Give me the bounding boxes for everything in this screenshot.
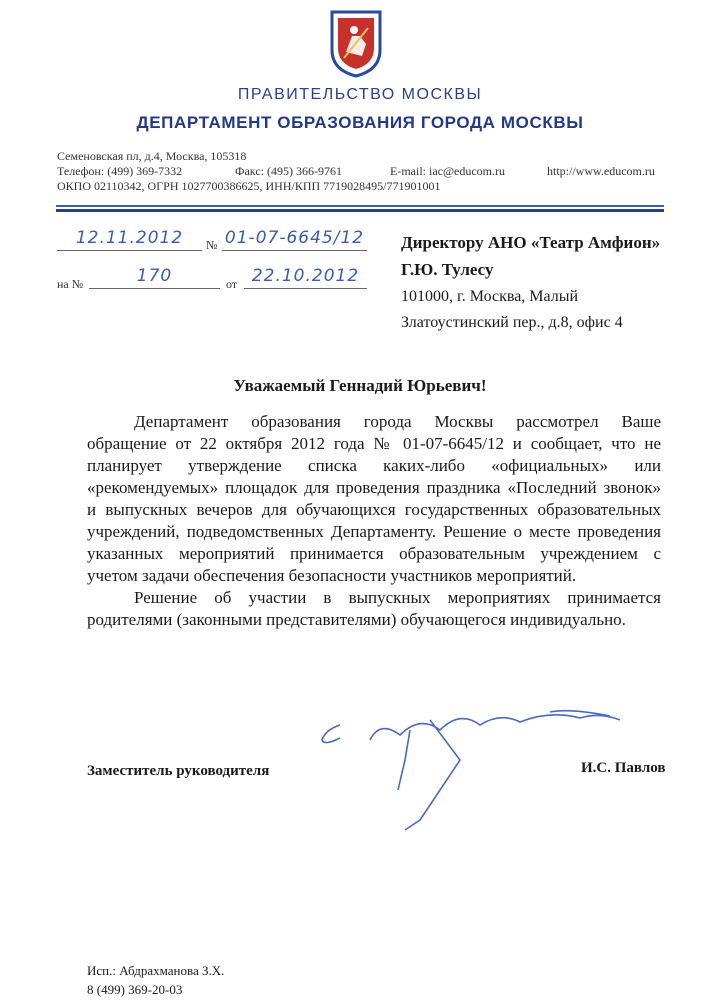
department-address: Семеновская пл, д.4, Москва, 105318 xyxy=(57,149,247,163)
recipient-name: Г.Ю. Тулесу xyxy=(401,260,494,279)
body-line: учреждений, подведомственных Департаменту. Решение о месте проведения xyxy=(87,522,661,541)
department-phone: Телефон: (499) 369-7332 xyxy=(57,164,183,178)
recipient-address-2: Златоустинский пер., д.8, офис 4 xyxy=(401,314,623,331)
body-line: «рекомендуемых» площадок для проведения праздника «Последний звонок» xyxy=(87,478,661,497)
recipient-title: Директору АНО «Театр Амфион» xyxy=(401,233,661,252)
number-label: № xyxy=(206,238,218,252)
outgoing-date: 12.11.2012 xyxy=(57,228,202,251)
outgoing-number: 01-07-6645/12 xyxy=(222,228,367,251)
header-divider-thick xyxy=(56,209,664,212)
signatory-name: И.С. Павлов xyxy=(581,760,666,776)
header-divider xyxy=(56,205,664,207)
reply-date-label: от xyxy=(226,277,238,291)
department-title: ДЕПАРТАМЕНТ ОБРАЗОВАНИЯ ГОРОДА МОСКВЫ xyxy=(136,113,584,132)
body-line: родителями (законными представителями) обучающегося индивидуально. xyxy=(87,610,626,629)
body-line: обращение от 22 октября 2012 года № 01-07-6645/12 и сообщает, что не xyxy=(87,434,661,453)
body-line: Департамент образования города Москвы рассмотрел Ваше xyxy=(134,412,661,431)
department-fax: Факс: (495) 366-9761 xyxy=(235,164,342,178)
signatory-position: Заместитель руководителя xyxy=(87,763,270,779)
body-line: планирует утверждение списка каких-либо «официальных» или xyxy=(87,456,661,475)
executor-phone: 8 (499) 369-20-03 xyxy=(87,982,183,997)
moscow-coat-of-arms-icon xyxy=(330,10,382,78)
department-website[interactable]: http://www.educom.ru xyxy=(547,164,655,178)
executor: Исп.: Абдрахманова З.Х. xyxy=(87,963,225,978)
body-line: указанных мероприятий принимается образовательным учреждением с xyxy=(87,544,661,563)
body-line: и выпускных вечеров для обучающихся государственных образовательных xyxy=(87,500,661,519)
greeting: Уважаемый Геннадий Юрьевич! xyxy=(233,376,487,395)
reply-number-label: на № xyxy=(57,277,84,291)
recipient-address-1: 101000, г. Москва, Малый xyxy=(401,288,579,305)
reply-number: 170 xyxy=(89,266,220,289)
reply-date: 22.10.2012 xyxy=(244,266,367,289)
body-line: учетом задачи обеспечения безопасности участников мероприятий. xyxy=(87,566,577,585)
recipient-block xyxy=(401,230,660,336)
department-codes: ОКПО 02110342, ОГРН 1027700386625, ИНН/КПП 7719028495/771901001 xyxy=(57,179,441,193)
department-email[interactable]: E-mail: iac@educom.ru xyxy=(390,164,506,178)
government-title: ПРАВИТЕЛЬСТВО МОСКВЫ xyxy=(237,86,483,103)
body-line: Решение об участии в выпускных мероприятиях принимается xyxy=(134,588,661,607)
